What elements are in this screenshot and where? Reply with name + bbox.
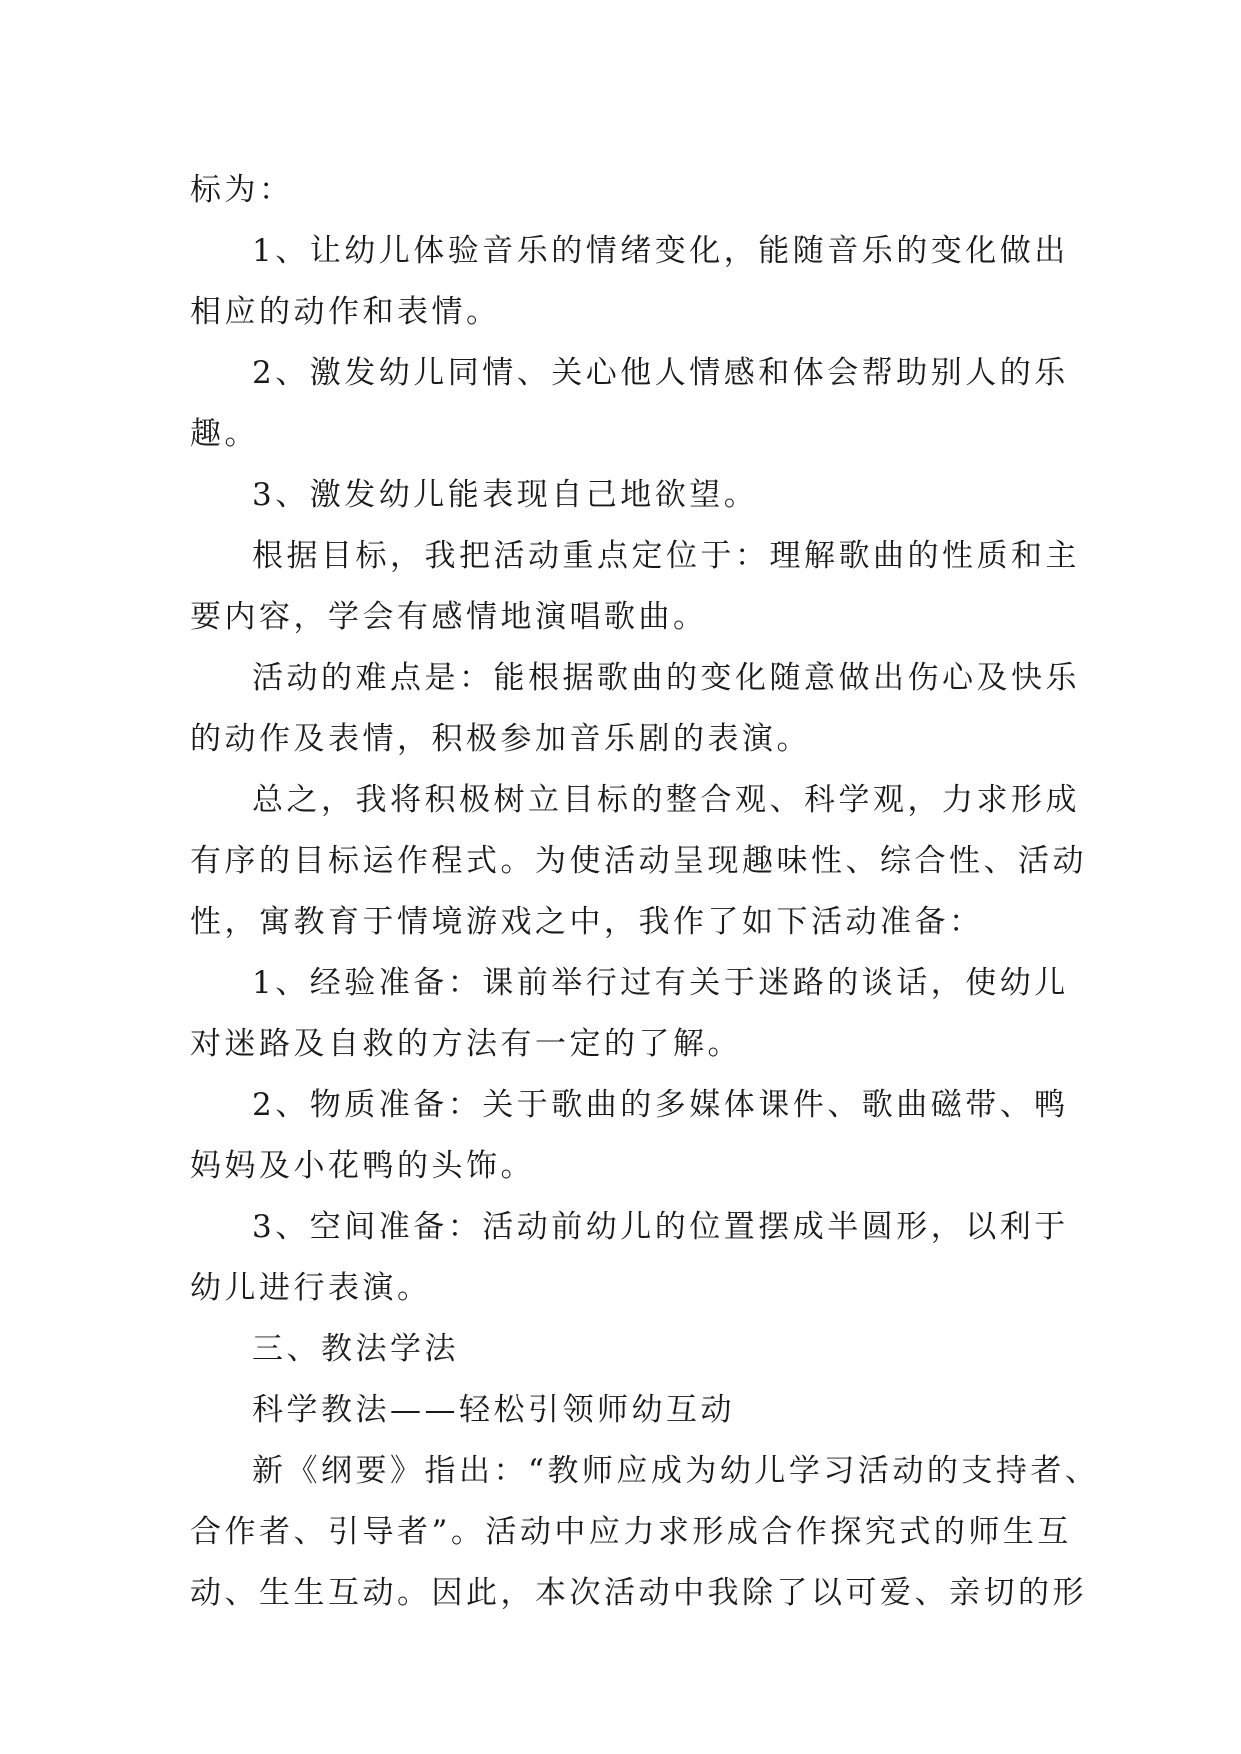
section-heading-teaching-methods (190, 1319, 1050, 1380)
paragraph-7 (190, 953, 1069, 1075)
paragraph-1 (190, 221, 1069, 343)
text-line: 三、教法学法 (252, 1331, 459, 1367)
paragraph-8 (190, 1075, 1069, 1197)
text-line: 要内容，学会有感情地演唱歌曲。 (190, 599, 708, 635)
text-line: 有序的目标运作程式。为使活动呈现趣味性、综合性、活动 (190, 843, 1087, 879)
paragraph-9 (190, 1197, 1069, 1319)
text-line: 标为： (190, 172, 294, 208)
text-line: 2、物质准备：关于歌曲的多媒体课件、歌曲磁带、鸭 (252, 1087, 1069, 1123)
text-line: 妈妈及小花鸭的头饰。 (190, 1148, 535, 1184)
paragraph-2 (190, 343, 1069, 465)
document-body (190, 160, 1100, 1624)
text-line: 2、激发幼儿同情、关心他人情感和体会帮助别人的乐 (252, 355, 1069, 391)
text-line: 合作者、引导者”。活动中应力求形成合作探究式的师生互 (190, 1514, 1072, 1550)
text-line: 3、空间准备：活动前幼儿的位置摆成半圆形，以利于 (252, 1209, 1069, 1245)
text-line: 新《纲要》指出：“教师应成为幼儿学习活动的支持者、 (252, 1453, 1100, 1489)
paragraph-6 (190, 770, 1087, 953)
text-line: 的动作及表情，积极参加音乐剧的表演。 (190, 721, 811, 757)
text-line: 科学教法——轻松引领师幼互动 (252, 1392, 735, 1428)
text-line: 活动的难点是：能根据歌曲的变化随意做出伤心及快乐 (252, 660, 1080, 696)
text-line: 总之，我将积极树立目标的整合观、科学观，力求形成 (252, 782, 1080, 818)
paragraph-4 (190, 526, 1080, 648)
text-line: 对迷路及自救的方法有一定的了解。 (190, 1026, 742, 1062)
text-line: 性，寓教育于情境游戏之中，我作了如下活动准备： (190, 904, 984, 940)
text-line: 相应的动作和表情。 (190, 294, 501, 330)
text-line: 1、经验准备：课前举行过有关于迷路的谈话，使幼儿 (252, 965, 1069, 1001)
text-line: 1、让幼儿体验音乐的情绪变化，能随音乐的变化做出 (252, 233, 1069, 269)
paragraph-5 (190, 648, 1080, 770)
paragraph-0 (190, 160, 1050, 221)
text-line: 3、激发幼儿能表现自己地欲望。 (252, 477, 759, 513)
subheading-scientific-method (190, 1380, 1050, 1441)
paragraph-12 (190, 1441, 1100, 1624)
text-line: 根据目标，我把活动重点定位于：理解歌曲的性质和主 (252, 538, 1080, 574)
text-line: 动、生生互动。因此，本次活动中我除了以可爱、亲切的形 (190, 1575, 1087, 1611)
text-line: 趣。 (190, 416, 259, 452)
paragraph-3 (190, 465, 1050, 526)
text-line: 幼儿进行表演。 (190, 1270, 432, 1306)
